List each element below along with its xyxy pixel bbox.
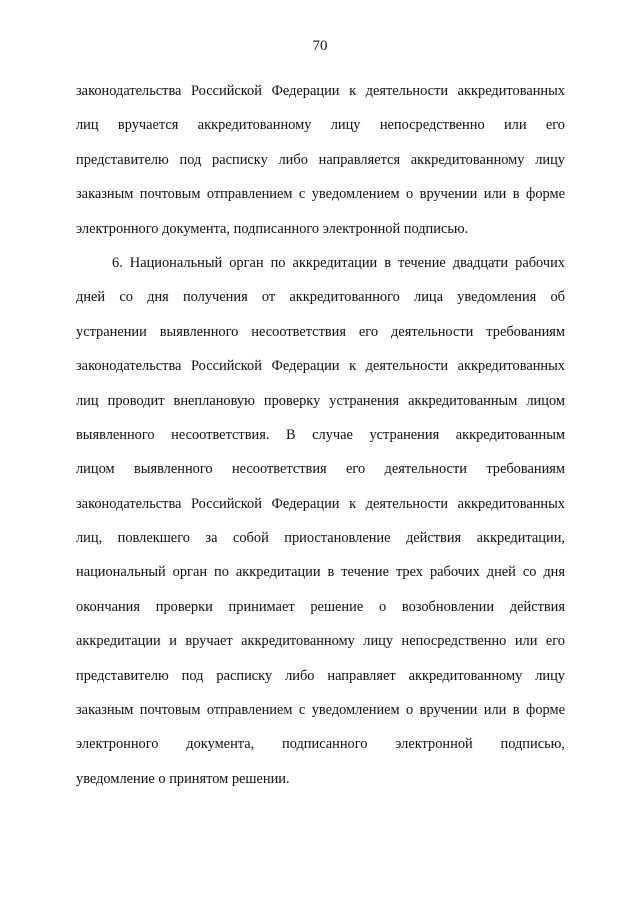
text-line: электронного документа, подписанного электронной подписью, — [76, 736, 565, 753]
text-line: национальный орган по аккредитации в течение трех рабочих дней со дня — [76, 564, 565, 581]
text-line: законодательства Российской Федерации к деятельности аккредитованных — [76, 495, 565, 512]
text-line: выявленного несоответствия. В случае устранения аккредитованным — [76, 426, 565, 443]
text-line: лицом выявленного несоответствия его деятельности требованиям — [76, 461, 565, 478]
text-line: уведомление о принятом решении. — [76, 770, 290, 787]
text-line: аккредитации и вручает аккредитованному лицу непосредственно или его — [76, 633, 565, 650]
text-line: устранении выявленного несоответствия его деятельности требованиям — [76, 323, 565, 340]
text-line: представителю под расписку либо направляется аккредитованному лицу — [76, 151, 565, 168]
text-line: окончания проверки принимает решение о возобновлении действия — [76, 598, 565, 615]
text-line: законодательства Российской Федерации к деятельности аккредитованных — [76, 358, 565, 375]
document-body — [76, 74, 565, 796]
text-line: заказным почтовым отправлением с уведомлением о вручении или в форме — [76, 702, 565, 719]
text-line: лиц, повлекшего за собой приостановление действия аккредитации, — [76, 530, 565, 547]
text-line: законодательства Российской Федерации к деятельности аккредитованных — [76, 83, 565, 99]
text-line: лиц проводит внеплановую проверку устранения аккредитованным лицом — [76, 392, 565, 409]
page-number: 70 — [312, 38, 328, 54]
text-line: заказным почтовым отправлением с уведомлением о вручении или в форме — [76, 186, 565, 203]
paragraph-start-line: 6. Национальный орган по аккредитации в течение двадцати рабочих — [112, 254, 565, 271]
text-line: лиц вручается аккредитованному лицу непосредственно или его — [76, 117, 565, 134]
text-line: электронного документа, подписанного электронной подписью. — [76, 220, 469, 237]
text-line: дней со дня получения от аккредитованного лица уведомления об — [76, 289, 565, 306]
text-line: представителю под расписку либо направляет аккредитованному лицу — [76, 667, 565, 684]
